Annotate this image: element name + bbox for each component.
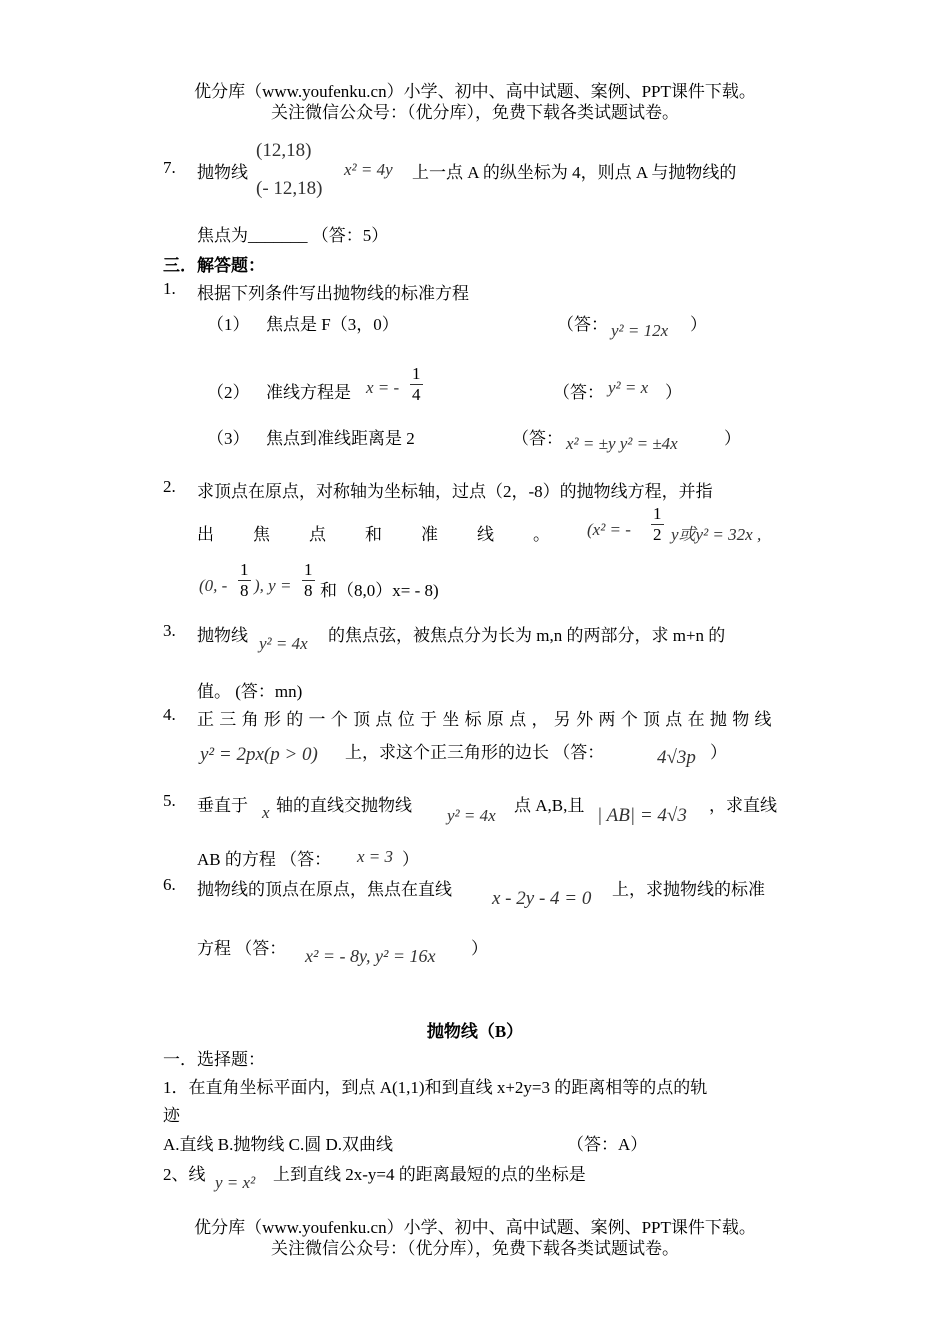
solve-3-equation: y² = 4x <box>259 634 308 653</box>
solve-2-answer-a: (x² = - <box>587 520 631 539</box>
solve-6-text-b: 上，求抛物线的标准 <box>612 880 765 899</box>
part-b-q2-text: 上到直线 2x-y=4 的距离最短的点的坐标是 <box>273 1165 586 1184</box>
solve-5-equation: y² = 4x <box>447 806 496 825</box>
solve-4-answer-suffix: ） <box>710 743 727 762</box>
solve-1-part-2-answer: y² = x <box>608 378 649 397</box>
solve-2-line-3-b: ), y = <box>254 576 292 595</box>
solve-2-line-3-fraction-1 <box>238 560 251 600</box>
solve-6-answer: x² = - 8y, y² = 16x <box>305 946 436 966</box>
fraction-numerator: 1 <box>304 560 313 579</box>
solve-4-text: 正三角形的一个顶点位于坐标原点，另外两个顶点在抛物线 <box>197 710 777 729</box>
solve-1-part-2-answer-prefix: （答： <box>553 383 604 402</box>
solve-1-part-2-text: 准线方程是 <box>266 383 351 402</box>
solve-2-char-2: 焦 <box>253 525 270 544</box>
question-7-lead: 抛物线 <box>197 163 248 182</box>
solve-2-answer-b: y或y² = 32x , <box>671 525 762 544</box>
solve-5-text-c: 点 A,B,且 <box>514 796 585 815</box>
solve-6-text-a: 抛物线的顶点在原点，焦点在直线 <box>197 880 452 899</box>
footer-line-1: 优分库（www.youfenku.cn）小学、初中、高中试题、案例、PPT课件下载。 <box>194 1218 756 1237</box>
solve-6-line-2: 方程 （答： <box>197 939 287 958</box>
fraction-denominator: 4 <box>412 384 421 404</box>
solve-1-part-2-answer-suffix: ） <box>665 383 682 402</box>
solve-4-answer: 4√3p <box>657 747 696 768</box>
part-b-q1-answer: （答：A） <box>567 1135 648 1154</box>
solve-1-part-2-math: x = - <box>366 378 400 397</box>
solve-2-line-3-fraction-2 <box>302 560 315 600</box>
solve-5-equation-2: | AB| = 4√3 <box>597 805 687 826</box>
solve-1-number: 1. <box>163 279 176 298</box>
part-b-q1-line-1: 1．在直角坐标平面内，到点 A(1,1)和到直线 x+2y=3 的距离相等的点的轨 <box>163 1078 708 1097</box>
solve-1-part-1-answer-suffix: ） <box>690 315 707 334</box>
part-b-q2-equation: y = x² <box>215 1173 256 1192</box>
solve-5-x: x <box>262 803 270 822</box>
fraction-numerator: 1 <box>240 560 249 579</box>
solve-2-number: 2. <box>163 477 176 496</box>
solve-5-answer: x = 3 <box>357 847 394 866</box>
section-3-title: 三．解答题： <box>163 256 265 275</box>
fraction-numerator: 1 <box>653 504 662 523</box>
solve-1-part-1-text: 焦点是 F（3，0） <box>266 315 399 334</box>
solve-5-text-b: 轴的直线交抛物线 <box>276 796 412 815</box>
part-b-q2-lead: 2、线 <box>163 1165 206 1184</box>
fraction-denominator: 8 <box>304 580 313 600</box>
solve-1-part-1-answer: y² = 12x <box>611 321 669 340</box>
solve-1-part-3-text: 焦点到准线距离是 2 <box>266 429 415 448</box>
solve-2-char-3: 点 <box>309 525 326 544</box>
solve-4-equation: y² = 2px(p > 0) <box>200 744 318 765</box>
solve-6-answer-suffix: ） <box>471 939 488 958</box>
solve-1-part-1-answer-prefix: （答： <box>557 315 608 334</box>
solve-6-equation: x - 2y - 4 = 0 <box>492 888 592 909</box>
solve-4-number: 4. <box>163 705 176 724</box>
solve-3-lead: 抛物线 <box>197 626 248 645</box>
solve-1-part-2-label: （2） <box>207 383 250 402</box>
solve-1-part-2-fraction <box>410 364 423 404</box>
solve-2-char-1: 出 <box>197 525 214 544</box>
solve-1-part-1-label: （1） <box>207 315 250 334</box>
solve-2-char-6: 线 <box>477 525 494 544</box>
question-7-text: 上一点 A 的纵坐标为 4，则点 A 与抛物线的 <box>412 163 737 182</box>
solve-1-part-3-answer-prefix: （答： <box>512 429 563 448</box>
solve-5-answer-suffix: ） <box>402 850 419 869</box>
solve-2-char-5: 准 <box>421 525 438 544</box>
solve-2-char-4: 和 <box>365 525 382 544</box>
question-7-option-1: (12,18) <box>256 140 312 161</box>
question-7-option-2: (- 12,18) <box>256 178 323 199</box>
question-7-equation: x² = 4y <box>344 160 393 179</box>
part-b-section-1: 一．选择题： <box>163 1050 265 1069</box>
header-line-2: 关注微信公众号：（优分库），免费下载各类试题试卷。 <box>271 103 679 122</box>
question-7-line-2: 焦点为_______ （答：5） <box>197 226 389 245</box>
solve-3-line-2: 值。 (答：mn) <box>197 682 303 701</box>
part-b-q1-line-2: 迹 <box>163 1106 180 1125</box>
solve-1-part-3-label: （3） <box>207 429 250 448</box>
part-b-title: 抛物线（B） <box>426 1022 524 1041</box>
fraction-denominator: 2 <box>653 524 662 544</box>
solve-3-text: 的焦点弦，被焦点分为长为 m,n 的两部分，求 m+n 的 <box>328 626 726 645</box>
solve-5-text-d: ，求直线 <box>709 796 777 815</box>
solve-5-line-2: AB 的方程 （答： <box>197 850 332 869</box>
solve-1-part-3-answer: x² = ±y y² = ±4x <box>566 434 678 453</box>
solve-2-line-3-c: 和（8,0）x= - 8) <box>320 581 439 600</box>
solve-2-text: 求顶点在原点，对称轴为坐标轴，过点（2，-8）的抛物线方程，并指 <box>197 482 713 501</box>
question-7-number: 7. <box>163 158 176 177</box>
solve-4-text-2: 上，求这个正三角形的边长 （答： <box>345 743 605 762</box>
solve-5-number: 5. <box>163 791 176 810</box>
solve-6-number: 6. <box>163 875 176 894</box>
header-line-1: 优分库（www.youfenku.cn）小学、初中、高中试题、案例、PPT课件下载。 <box>194 82 756 101</box>
solve-2-char-7: 。 <box>533 525 550 544</box>
fraction-numerator: 1 <box>412 364 421 383</box>
fraction-denominator: 8 <box>240 580 249 600</box>
solve-2-answer-fraction <box>651 504 664 544</box>
solve-1-text: 根据下列条件写出抛物线的标准方程 <box>197 284 469 303</box>
solve-1-part-3-answer-suffix: ） <box>724 429 741 448</box>
solve-3-number: 3. <box>163 621 176 640</box>
solve-5-text-a: 垂直于 <box>197 796 248 815</box>
footer-line-2: 关注微信公众号：（优分库），免费下载各类试题试卷。 <box>271 1239 679 1258</box>
solve-2-line-3-a: (0, - <box>199 576 228 595</box>
part-b-q1-options: A.直线 B.抛物线 C.圆 D.双曲线 <box>163 1135 393 1154</box>
